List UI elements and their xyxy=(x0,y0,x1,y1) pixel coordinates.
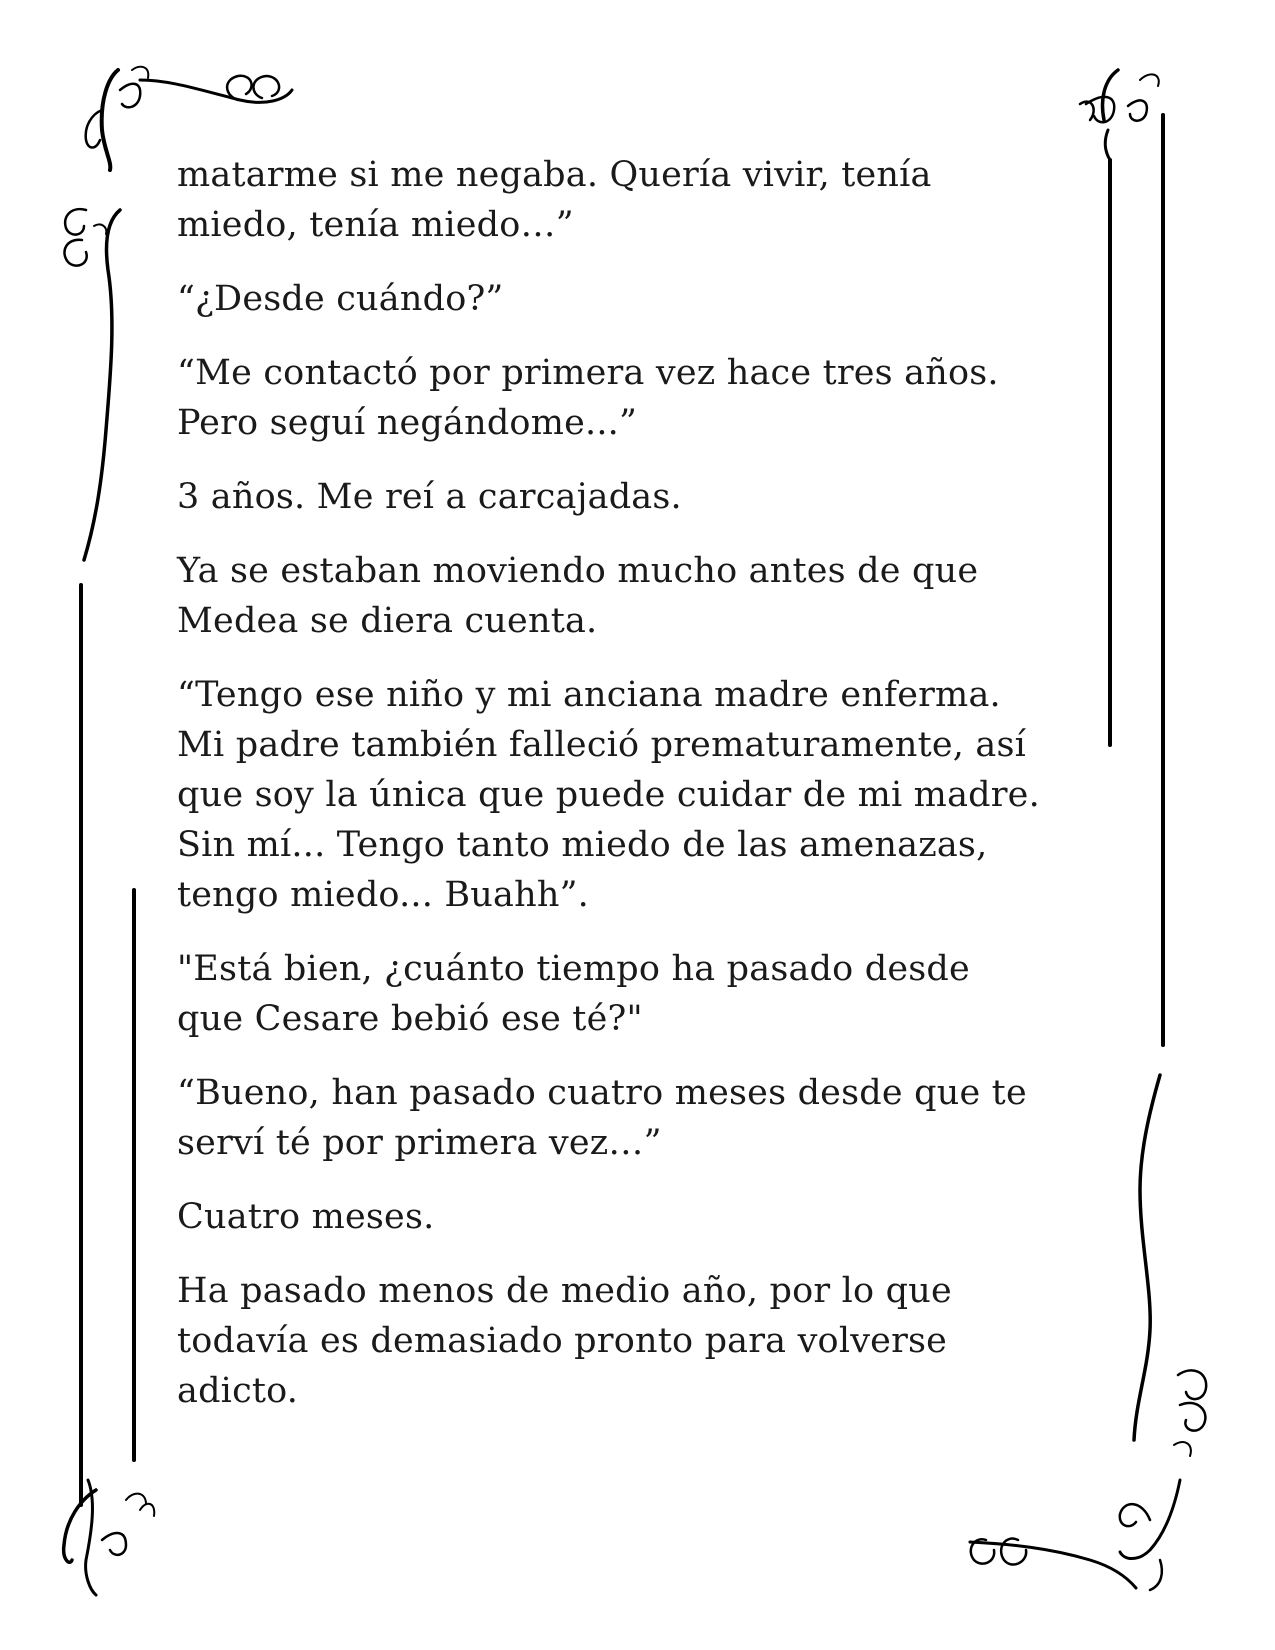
paragraph-9: Cuatro meses. xyxy=(177,1197,435,1237)
flourish-top-right-icon xyxy=(1080,70,1159,160)
paragraph-3: “Me contactó por primera vez hace tres años. Pero seguí negándome...” xyxy=(177,353,999,443)
paragraph-10: Ha pasado menos de medio año, por lo que todavía es demasiado pronto para volverse adicto. xyxy=(177,1271,952,1411)
paragraph-2: “¿Desde cuándo?” xyxy=(177,279,504,319)
flourish-bottom-left-icon xyxy=(64,1480,155,1595)
paragraph-8: “Bueno, han pasado cuatro meses desde que te serví té por primera vez…” xyxy=(177,1073,1027,1163)
paragraph-4: 3 años. Me reí a carcajadas. xyxy=(177,477,682,517)
paragraph-5: Ya se estaban moviendo mucho antes de que Medea se diera cuenta. xyxy=(177,551,979,641)
paragraph-6: “Tengo ese niño y mi anciana madre enferma. Mi padre también falleció prematuramente, así que soy la única que puede cuidar de mi madre. Sin mí... Tengo tanto miedo de las amenazas, tengo miedo... Buahh”. xyxy=(177,675,1040,915)
paragraph-7: "Está bien, ¿cuánto tiempo ha pasado desde que Cesare bebió ese té?" xyxy=(177,949,970,1039)
paragraph-1: matarme si me negaba. Quería vivir, tenía miedo, tenía miedo…” xyxy=(177,155,932,245)
page-body xyxy=(177,150,1117,1440)
